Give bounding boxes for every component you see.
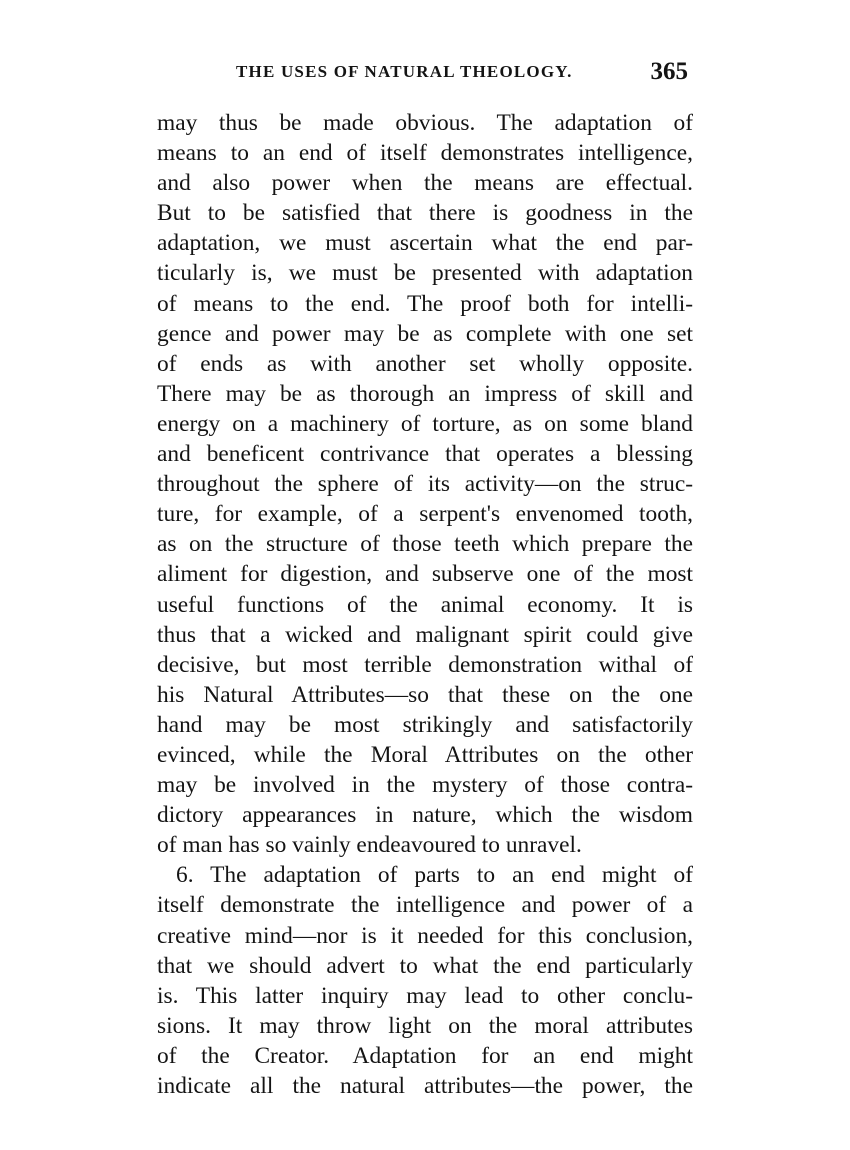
text-line: useful functions of the animal economy. It is xyxy=(157,591,693,618)
text-line: ticularly is, we must be presented with adaptation xyxy=(157,260,693,287)
text-line: hand may be most strikingly and satisfactorily xyxy=(157,711,693,738)
body-text xyxy=(157,108,693,1101)
text-line: of ends as with another set wholly opposite. xyxy=(157,350,693,377)
text-line: dictory appearances in nature, which the wisdom xyxy=(157,802,693,829)
text-line: adaptation, we must ascertain what the end par- xyxy=(157,230,693,257)
text-line: sions. It may throw light on the moral attributes xyxy=(157,1012,693,1039)
text-line: gence and power may be as complete with one set xyxy=(157,320,693,347)
text-line: may thus be made obvious. The adaptation of xyxy=(157,110,693,136)
text-line: But to be satisfied that there is goodness in the xyxy=(157,200,693,227)
text-line: decisive, but most terrible demonstration withal of xyxy=(157,651,693,678)
text-line: and beneficent contrivance that operates a blessing xyxy=(157,441,693,468)
text-line: as on the structure of those teeth which prepare the xyxy=(157,531,693,558)
text-line: ture, for example, of a serpent's envenomed tooth, xyxy=(157,501,693,528)
text-line: indicate all the natural attributes—the power, the xyxy=(157,1073,693,1099)
text-line: of the Creator. Adaptation for an end might xyxy=(157,1042,693,1069)
text-line: and also power when the means are effectual. xyxy=(157,170,693,197)
text-line: There may be as thorough an impress of skill and xyxy=(157,380,693,407)
page-number: 365 xyxy=(650,58,688,85)
text-line: aliment for digestion, and subserve one of the most xyxy=(157,561,693,588)
running-title: THE USES OF NATURAL THEOLOGY. xyxy=(236,62,573,81)
text-line: that we should advert to what the end particularly xyxy=(157,952,693,979)
text-line: itself demonstrate the intelligence and power of a xyxy=(157,892,693,919)
paragraph-last-line: of man has so vainly endeavoured to unravel. xyxy=(157,832,582,859)
text-line: his Natural Attributes—so that these on the one xyxy=(157,681,693,708)
text-line: throughout the sphere of its activity—on the struc- xyxy=(157,471,693,498)
text-line: means to an end of itself demonstrates intelligence, xyxy=(157,140,693,167)
text-line: may be involved in the mystery of those contra- xyxy=(157,772,693,799)
text-line: thus that a wicked and malignant spirit could give xyxy=(157,621,693,648)
running-head xyxy=(228,58,688,94)
text-line: energy on a machinery of torture, as on some bland xyxy=(157,410,693,437)
text-line: is. This latter inquiry may lead to other conclu- xyxy=(157,982,693,1009)
paragraph-first-line: 6. The adaptation of parts to an end might of xyxy=(176,862,693,889)
text-line: creative mind—nor is it needed for this conclusion, xyxy=(157,922,693,949)
text-line: of means to the end. The proof both for intelli- xyxy=(157,290,693,317)
text-line: evinced, while the Moral Attributes on the other xyxy=(157,741,693,768)
